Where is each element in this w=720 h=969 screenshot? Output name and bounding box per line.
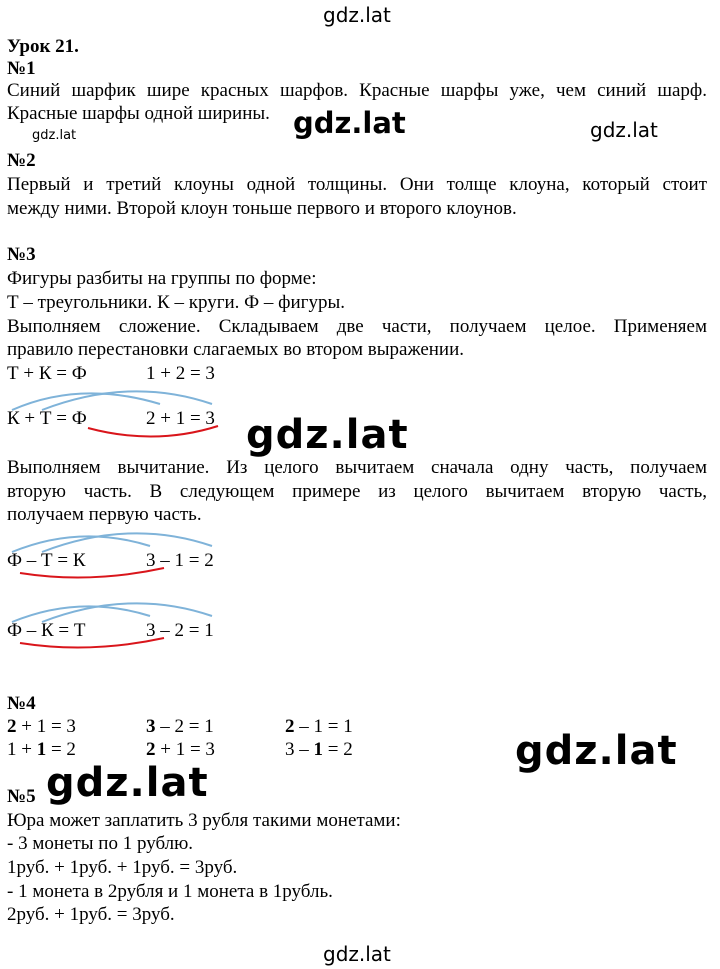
equation-4-letters: Ф – К = Т: [7, 620, 86, 641]
equation-1-numbers: 1 + 2 = 3: [146, 363, 215, 384]
watermark-right-big: gdz.lat: [515, 728, 678, 774]
task-3-line-2: Т – треугольники. К – круги. Ф – фигуры.: [7, 292, 345, 313]
expression-rest: – 1 = 1: [294, 716, 353, 737]
task-1-line-2: Красные шарфы одной ширины.: [7, 103, 270, 124]
task-3-line-1: Фигуры разбиты на группы по форме:: [7, 268, 317, 289]
task-1-line-1: Синий шарфик шире красных шарфов. Красные шарфы уже, чем синий шарф.: [7, 80, 707, 101]
task-4-label: №4: [7, 693, 36, 714]
expression-rest: + 1 = 3: [155, 739, 215, 760]
watermark-left-big: gdz.lat: [46, 760, 209, 806]
task-1-label: №1: [7, 58, 36, 79]
watermark-bottom: gdz.lat: [323, 942, 391, 966]
task-5-line-3: 1руб. + 1руб. + 1руб. = 3руб.: [7, 857, 238, 878]
task-3-line-7: получаем первую часть.: [7, 504, 202, 525]
equation-1-letters: Т + К = Ф: [7, 363, 87, 384]
expression-rest: = 2: [46, 739, 76, 760]
task-5-line-2: - 3 монеты по 1 рублю.: [7, 833, 194, 854]
task-5-line-4: - 1 монета в 2рубля и 1 монета в 1рубль.: [7, 881, 333, 902]
task-5-line-1: Юра может заплатить 3 рубля такими монетами:: [7, 810, 401, 831]
task-5-label: №5: [7, 786, 36, 807]
task-3-line-6: вторую часть. В следующем примере из целого вычитаем вторую часть,: [7, 481, 707, 502]
bold-number: 1: [313, 739, 323, 760]
task-3-line-3: Выполняем сложение. Складываем две части, получаем целое. Применяем: [7, 316, 707, 337]
bold-number: 2: [146, 739, 156, 760]
task-4-row-1-col-3: [285, 716, 353, 738]
equation-3-numbers: 3 – 1 = 2: [146, 550, 214, 571]
watermark-right-small: gdz.lat: [590, 118, 658, 142]
expression-rest: + 1 = 3: [16, 716, 76, 737]
bold-number: 3: [146, 716, 156, 737]
task-3-line-5: Выполняем вычитание. Из целого вычитаем сначала одну часть, получаем: [7, 457, 707, 478]
watermark-small-left: gdz.lat: [32, 128, 77, 143]
expression-pre: 1 +: [7, 739, 37, 760]
task-4-row-2-col-3: [285, 739, 353, 761]
task-4-row-1-col-1: [7, 716, 76, 738]
bold-number: 2: [285, 716, 295, 737]
task-4-row-2-col-2: [146, 739, 215, 761]
bold-number: 2: [7, 716, 17, 737]
watermark-center-big: gdz.lat: [246, 412, 409, 458]
watermark-top: gdz.lat: [323, 3, 391, 27]
expression-pre: 3 –: [285, 739, 314, 760]
task-2-label: №2: [7, 150, 36, 171]
task-4-row-2-col-1: [7, 739, 76, 761]
equation-4-numbers: 3 – 2 = 1: [146, 620, 214, 641]
task-2-line-2: между ними. Второй клоун тоньше первого и второго клоунов.: [7, 198, 517, 219]
lesson-title: Урок 21.: [7, 36, 79, 57]
equation-2-letters: К + Т = Ф: [7, 408, 87, 429]
expression-rest: – 2 = 1: [155, 716, 214, 737]
task-2-line-1: Первый и третий клоуны одной толщины. Они толще клоуна, который стоит: [7, 174, 707, 195]
equation-3-letters: Ф – Т = К: [7, 550, 86, 571]
expression-rest: = 2: [323, 739, 353, 760]
task-3-line-4: правило перестановки слагаемых во втором выражении.: [7, 339, 465, 360]
equation-2-numbers: 2 + 1 = 3: [146, 408, 215, 429]
task-5-line-5: 2руб. + 1руб. = 3руб.: [7, 904, 175, 925]
watermark-mid-bold: gdz.lat: [293, 106, 406, 140]
task-3-label: №3: [7, 244, 36, 265]
bold-number: 1: [36, 739, 47, 760]
task-4-row-1-col-2: [146, 716, 214, 738]
